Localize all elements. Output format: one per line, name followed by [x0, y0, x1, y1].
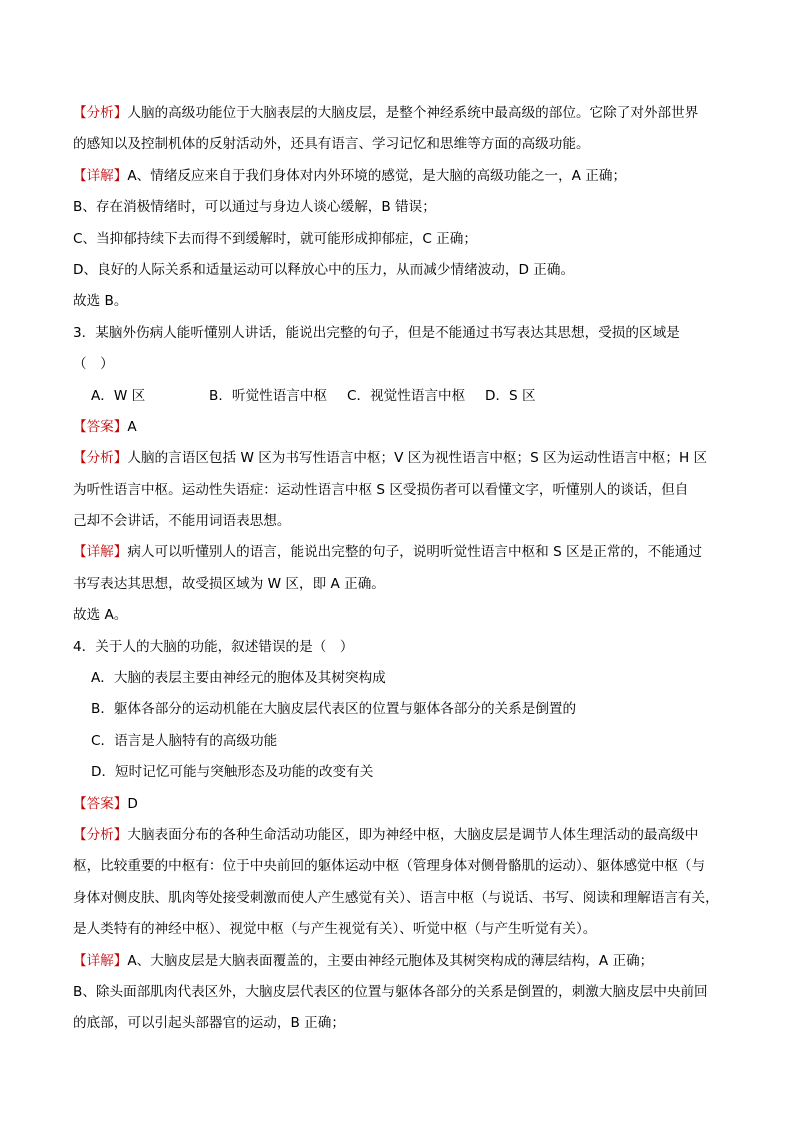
- q3-answer-line: [73, 412, 724, 443]
- q4-stem: 4．关于人的大脑的功能，叙述错误的是（ ）: [73, 638, 354, 655]
- q4-option-a: A．大脑的表层主要由神经元的胞体及其树突构成: [91, 670, 386, 687]
- q3-detail-text: 病人可以听懂别人的语言，能说出完整的句子，说明听觉性语言中枢和 S 区是正常的，不能通过: [127, 544, 702, 561]
- q3-analysis-text: 人脑的言语区包括 W 区为书写性语言中枢；V 区为视性语言中枢；S 区为运动性语言中枢；H 区: [127, 450, 708, 467]
- detail-tag: 【详解】: [73, 952, 128, 969]
- q2-detail-line: B、存在消极情绪时，可以通过与身边人谈心缓解，B 错误；: [73, 199, 436, 216]
- q2-detail-text: A、情绪反应来自于我们身体对内外环境的感觉，是大脑的高级功能之一，A 正确；: [127, 167, 627, 184]
- q2-analysis-line: [73, 98, 724, 129]
- q4-analysis-line: 是人类特有的神经中枢）、视觉中枢（与产生视觉有关）、听觉中枢（与产生听觉有关）。: [73, 921, 597, 938]
- q3-options: [73, 381, 724, 412]
- q4-analysis-line: [73, 820, 724, 851]
- q2-detail-line: C、当抑郁持续下去而得不到缓解时，就可能形成抑郁症，C 正确；: [73, 230, 477, 247]
- q2-conclusion: 故选 B。: [73, 293, 128, 310]
- answer-tag: 【答案】: [73, 795, 128, 812]
- q3-conclusion: 故选 A。: [73, 607, 128, 624]
- detail-tag: 【详解】: [73, 544, 128, 561]
- q3-option-b: B．听觉性语言中枢: [209, 387, 328, 404]
- q3-analysis-line: 为听性语言中枢。运动性失语症：运动性语言中枢 S 区受损伤者可以看懂文字，听懂别人的谈话，但自: [73, 481, 689, 498]
- analysis-tag: 【分析】: [73, 450, 128, 467]
- q4-analysis-line: 枢，比较重要的中枢有：位于中央前回的躯体运动中枢（管理身体对侧骨骼肌的运动）、躯体感觉中枢（与: [73, 858, 706, 875]
- q3-detail-line: 书写表达其思想，故受损区域为 W 区，即 A 正确。: [73, 575, 385, 592]
- answer-tag: 【答案】: [73, 418, 128, 435]
- q4-detail-line: 的底部，可以引起头部器官的运动，B 正确；: [73, 1015, 345, 1032]
- q3-option-a: A．W 区: [91, 387, 146, 404]
- q3-analysis-line: 己却不会讲话，不能用词语表思想。: [73, 513, 291, 530]
- q3-analysis-line: [73, 443, 724, 474]
- q4-detail-text: A、大脑皮层是大脑表面覆盖的，主要由神经元胞体及其树突构成的薄层结构，A 正确；: [127, 952, 654, 969]
- q4-option-b: B．躯体各部分的运动机能在大脑皮层代表区的位置与躯体各部分的关系是倒置的: [91, 701, 577, 718]
- q3-detail-line: [73, 537, 724, 568]
- q4-answer-value: D: [127, 795, 138, 812]
- q4-option-d: D．短时记忆可能与突触形态及功能的改变有关: [91, 764, 374, 781]
- q4-answer-line: [73, 789, 724, 820]
- q3-stem-line: 3．某脑外伤病人能听懂别人讲话，能说出完整的句子，但是不能通过书写表达其思想，受损的区域是: [73, 324, 680, 341]
- q4-detail-line: B、除头面部肌肉代表区外，大脑皮层代表区的位置与躯体各部分的关系是倒置的，刺激大脑皮层中央前回: [73, 983, 708, 1000]
- q4-detail-line: [73, 946, 724, 977]
- q4-analysis-line: 身体对侧皮肤、肌肉等处接受刺激而使人产生感觉有关）、语言中枢（与说话、书写、阅读和理解语言有关，: [73, 889, 719, 906]
- q4-analysis-text: 大脑表面分布的各种生命活动功能区，即为神经中枢，大脑皮层是调节人体生理活动的最高级中: [127, 826, 699, 843]
- detail-tag: 【详解】: [73, 167, 128, 184]
- q2-analysis-text: 人脑的高级功能位于大脑表层的大脑皮层，是整个神经系统中最高级的部位。它除了对外部世界: [127, 105, 699, 121]
- analysis-tag: 【分析】: [73, 826, 128, 843]
- q2-detail-line: D、良好的人际关系和适量运动可以释放心中的压力，从而减少情绪波动，D 正确。: [73, 261, 575, 278]
- q2-analysis-line: 的感知以及控制机体的反射活动外，还具有语言、学习记忆和思维等方面的高级功能。: [73, 136, 590, 153]
- q2-detail-line: [73, 161, 724, 192]
- q3-answer-value: A: [127, 418, 137, 435]
- q4-option-c: C．语言是人脑特有的高级功能: [91, 732, 278, 749]
- analysis-tag: 【分析】: [73, 105, 128, 121]
- q3-option-c: C．视觉性语言中枢: [347, 387, 466, 404]
- q3-stem-line: （ ）: [73, 356, 114, 373]
- q3-option-d: D．S 区: [485, 387, 536, 404]
